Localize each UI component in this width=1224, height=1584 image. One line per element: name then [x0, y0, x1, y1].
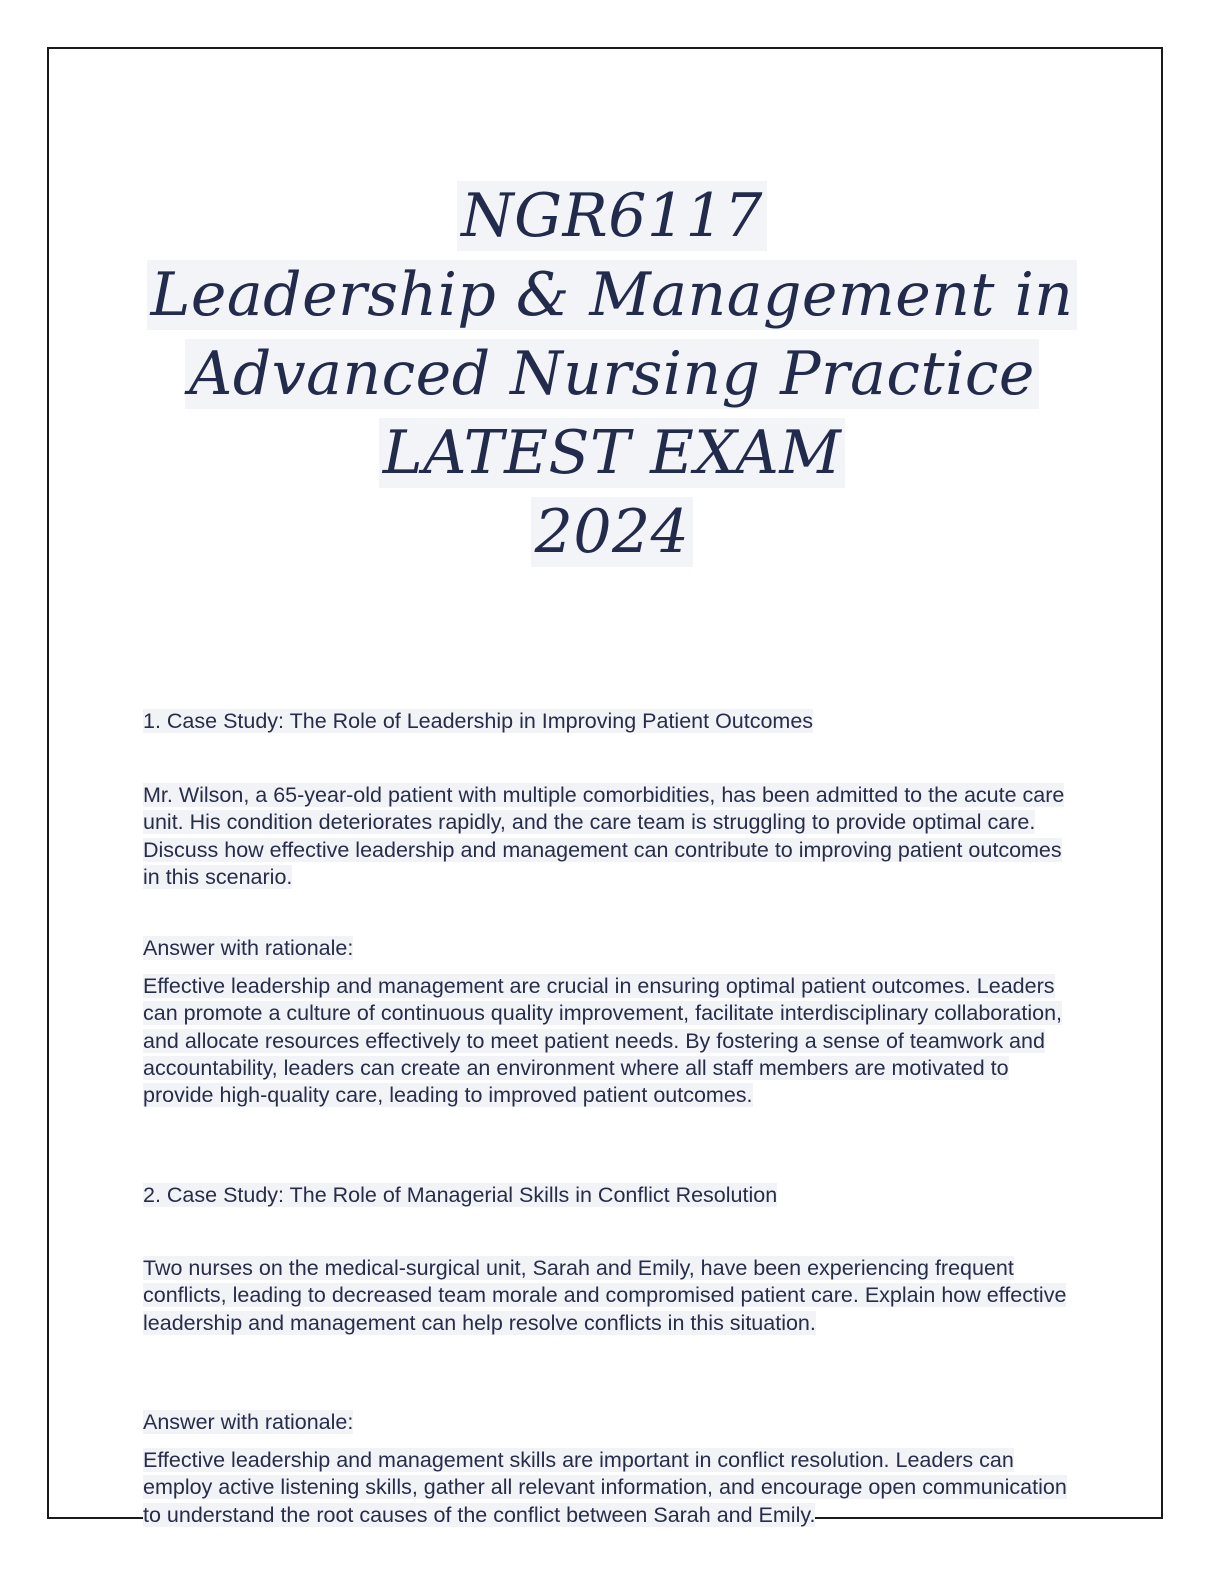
question-1-scenario: Mr. Wilson, a 65-year-old patient with multiple comorbidities, has been admitted to the acute care unit. His condition deteriorates rapidly, and the care team is struggling to provide optimal care. Discuss how effective leadership and management can contribute to improving patient outcomes in this scenario.: [143, 783, 1065, 889]
exam-label: LATEST EXAM: [0, 415, 1224, 494]
title-block: [0, 178, 1224, 573]
question-2-answer: Effective leadership and management skills are important in conflict resolution. Leaders can employ active listening skills, gather all relevant information, and encourage open communication to understand the root causes of the conflict between Sarah and Emily.: [143, 1448, 1067, 1527]
question-1-answer: Effective leadership and management are crucial in ensuring optimal patient outcomes. Leaders can promote a culture of continuous quality improvement, facilitate interdisciplinary collaboration, and allocate resources effectively to meet patient needs. By fostering a sense of teamwork and accountability, leaders can create an environment where all staff members are motivated to provide high-quality care, leading to improved patient outcomes.: [143, 974, 1062, 1108]
question-2-answer-label: Answer with rationale:: [143, 1410, 354, 1434]
question-1-answer-label: Answer with rationale:: [143, 936, 354, 960]
course-title-line-2: Advanced Nursing Practice: [0, 336, 1224, 415]
question-1-heading: 1. Case Study: The Role of Leadership in Improving Patient Outcomes: [143, 709, 814, 733]
question-2-heading: 2. Case Study: The Role of Managerial Skills in Conflict Resolution: [143, 1183, 778, 1207]
course-code: NGR6117: [0, 178, 1224, 257]
course-title-line-1: Leadership & Management in: [0, 257, 1224, 336]
exam-year: 2024: [0, 494, 1224, 573]
question-2-scenario: Two nurses on the medical-surgical unit, Sarah and Emily, have been experiencing frequent conflicts, leading to decreased team morale and compromised patient care. Explain how effective leadership and management can help resolve conflicts in this situation.: [143, 1256, 1067, 1335]
